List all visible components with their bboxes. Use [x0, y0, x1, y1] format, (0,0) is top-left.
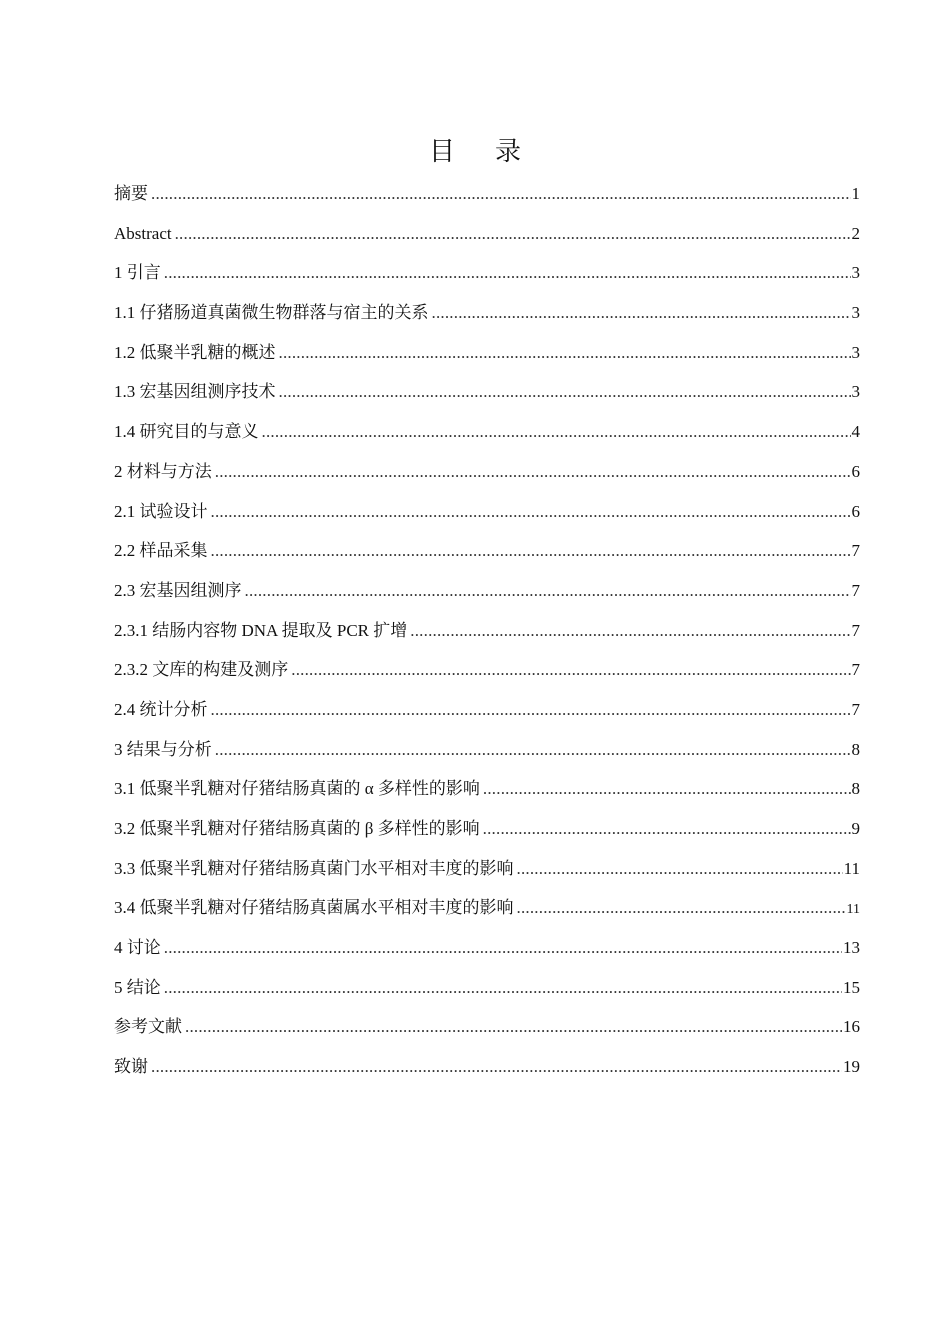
toc-entry-label: 4 讨论	[114, 938, 161, 958]
toc-leader-dots	[262, 418, 851, 446]
toc-leader-dots	[211, 537, 851, 565]
toc-entry-1-4[interactable]	[114, 418, 860, 458]
toc-entry-label: 1.1 仔猪肠道真菌微生物群落与宿主的关系	[114, 303, 429, 323]
toc-entry-page: 16	[843, 1017, 860, 1037]
toc-entry-label: 1 引言	[114, 263, 161, 283]
toc-leader-dots	[517, 855, 843, 883]
toc-leader-dots	[517, 894, 846, 922]
toc-entry-abstract-cn[interactable]	[114, 180, 860, 220]
toc-title-char-2: 录	[495, 137, 522, 166]
toc-leader-dots	[175, 220, 851, 248]
toc-leader-dots	[211, 696, 851, 724]
toc-entry-page: 7	[851, 580, 860, 600]
toc-leader-dots	[245, 577, 851, 605]
toc-entry-label: 2.1 试验设计	[114, 501, 208, 521]
toc-leader-dots	[279, 339, 851, 367]
toc-entry-1-1[interactable]	[114, 299, 860, 339]
toc-entry-label: 致谢	[114, 1057, 148, 1077]
toc-entry-3-4[interactable]	[114, 894, 860, 934]
toc-entry-label: 2.2 样品采集	[114, 541, 208, 561]
toc-leader-dots	[215, 458, 851, 486]
toc-entry-label: 3.4 低聚半乳糖对仔猪结肠真菌属水平相对丰度的影响	[114, 898, 514, 918]
toc-entry-1-3[interactable]	[114, 378, 860, 418]
toc-entry-page: 8	[851, 739, 860, 759]
toc-entry-2-1[interactable]	[114, 498, 860, 538]
toc-entry-2[interactable]	[114, 458, 860, 498]
toc-leader-dots	[164, 934, 842, 962]
toc-leader-dots	[279, 378, 851, 406]
toc-entry-3-3[interactable]	[114, 855, 860, 895]
toc-entry-label: 3.1 低聚半乳糖对仔猪结肠真菌的 α 多样性的影响	[114, 779, 480, 799]
toc-entry-3-1[interactable]	[114, 775, 860, 815]
toc-entry-page: 8	[851, 779, 860, 799]
toc-entry-1-2[interactable]	[114, 339, 860, 379]
toc-entry-label: 1.3 宏基因组测序技术	[114, 382, 276, 402]
toc-entry-page: 7	[851, 541, 860, 561]
toc-entry-page: 11	[843, 858, 860, 878]
toc-title	[0, 134, 950, 170]
toc-entry-abstract-en[interactable]	[114, 220, 860, 260]
toc-list	[114, 180, 860, 1093]
toc-entry-4[interactable]	[114, 934, 860, 974]
toc-entry-page: 11	[846, 902, 860, 918]
toc-leader-dots	[483, 815, 851, 843]
toc-leader-dots	[151, 1053, 842, 1081]
toc-entry-label: 3.3 低聚半乳糖对仔猪结肠真菌门水平相对丰度的影响	[114, 858, 514, 878]
toc-entry-label: 2.3.2 文库的构建及测序	[114, 660, 289, 680]
toc-entry-page: 13	[843, 938, 860, 958]
toc-entry-page: 7	[851, 620, 860, 640]
toc-entry-page: 1	[851, 184, 860, 203]
toc-entry-page: 3	[851, 263, 860, 283]
toc-entry-3-2[interactable]	[114, 815, 860, 855]
toc-entry-5[interactable]	[114, 974, 860, 1014]
toc-entry-acknowledgements[interactable]	[114, 1053, 860, 1093]
toc-entry-label: 参考文献	[114, 1017, 182, 1037]
toc-leader-dots	[164, 974, 842, 1002]
toc-entry-label: 2.4 统计分析	[114, 699, 208, 719]
toc-entry-label: Abstract	[114, 223, 172, 243]
toc-leader-dots	[483, 775, 851, 803]
toc-entry-page: 2	[851, 223, 860, 243]
toc-entry-2-4[interactable]	[114, 696, 860, 736]
toc-entry-label: 5 结论	[114, 977, 161, 997]
toc-entry-page: 15	[843, 977, 860, 997]
toc-leader-dots	[215, 736, 851, 764]
toc-entry-3[interactable]	[114, 736, 860, 776]
toc-entry-label: 3 结果与分析	[114, 739, 212, 759]
toc-leader-dots	[432, 299, 851, 327]
toc-entry-2-3-2[interactable]	[114, 656, 860, 696]
toc-leader-dots	[164, 259, 851, 287]
toc-entry-page: 7	[851, 660, 860, 680]
toc-entry-label: 2.3 宏基因组测序	[114, 580, 242, 600]
toc-entry-label: 摘要	[114, 184, 148, 203]
toc-leader-dots	[211, 498, 851, 526]
toc-entry-label: 2.3.1 结肠内容物 DNA 提取及 PCR 扩增	[114, 620, 408, 640]
toc-entry-page: 6	[851, 501, 860, 521]
toc-entry-page: 9	[851, 819, 860, 838]
toc-entry-2-3[interactable]	[114, 577, 860, 617]
toc-entry-1[interactable]	[114, 259, 860, 299]
toc-entry-page: 3	[851, 303, 860, 323]
toc-leader-dots	[185, 1013, 842, 1041]
toc-entry-page: 3	[851, 342, 860, 362]
toc-entry-references[interactable]	[114, 1013, 860, 1053]
toc-entry-page: 3	[851, 382, 860, 402]
toc-entry-label: 2 材料与方法	[114, 461, 212, 481]
toc-title-char-1: 目	[428, 137, 455, 166]
toc-entry-2-3-1[interactable]	[114, 617, 860, 657]
toc-entry-page: 4	[851, 422, 860, 442]
toc-entry-2-2[interactable]	[114, 537, 860, 577]
toc-leader-dots	[291, 656, 850, 684]
toc-leader-dots	[151, 180, 851, 208]
toc-entry-page: 19	[843, 1057, 860, 1077]
toc-entry-page: 7	[851, 699, 860, 719]
toc-entry-page: 6	[851, 461, 860, 481]
toc-leader-dots	[410, 617, 850, 645]
toc-entry-label: 3.2 低聚半乳糖对仔猪结肠真菌的 β 多样性的影响	[114, 819, 480, 838]
toc-entry-label: 1.2 低聚半乳糖的概述	[114, 342, 276, 362]
toc-entry-label: 1.4 研究目的与意义	[114, 422, 259, 442]
